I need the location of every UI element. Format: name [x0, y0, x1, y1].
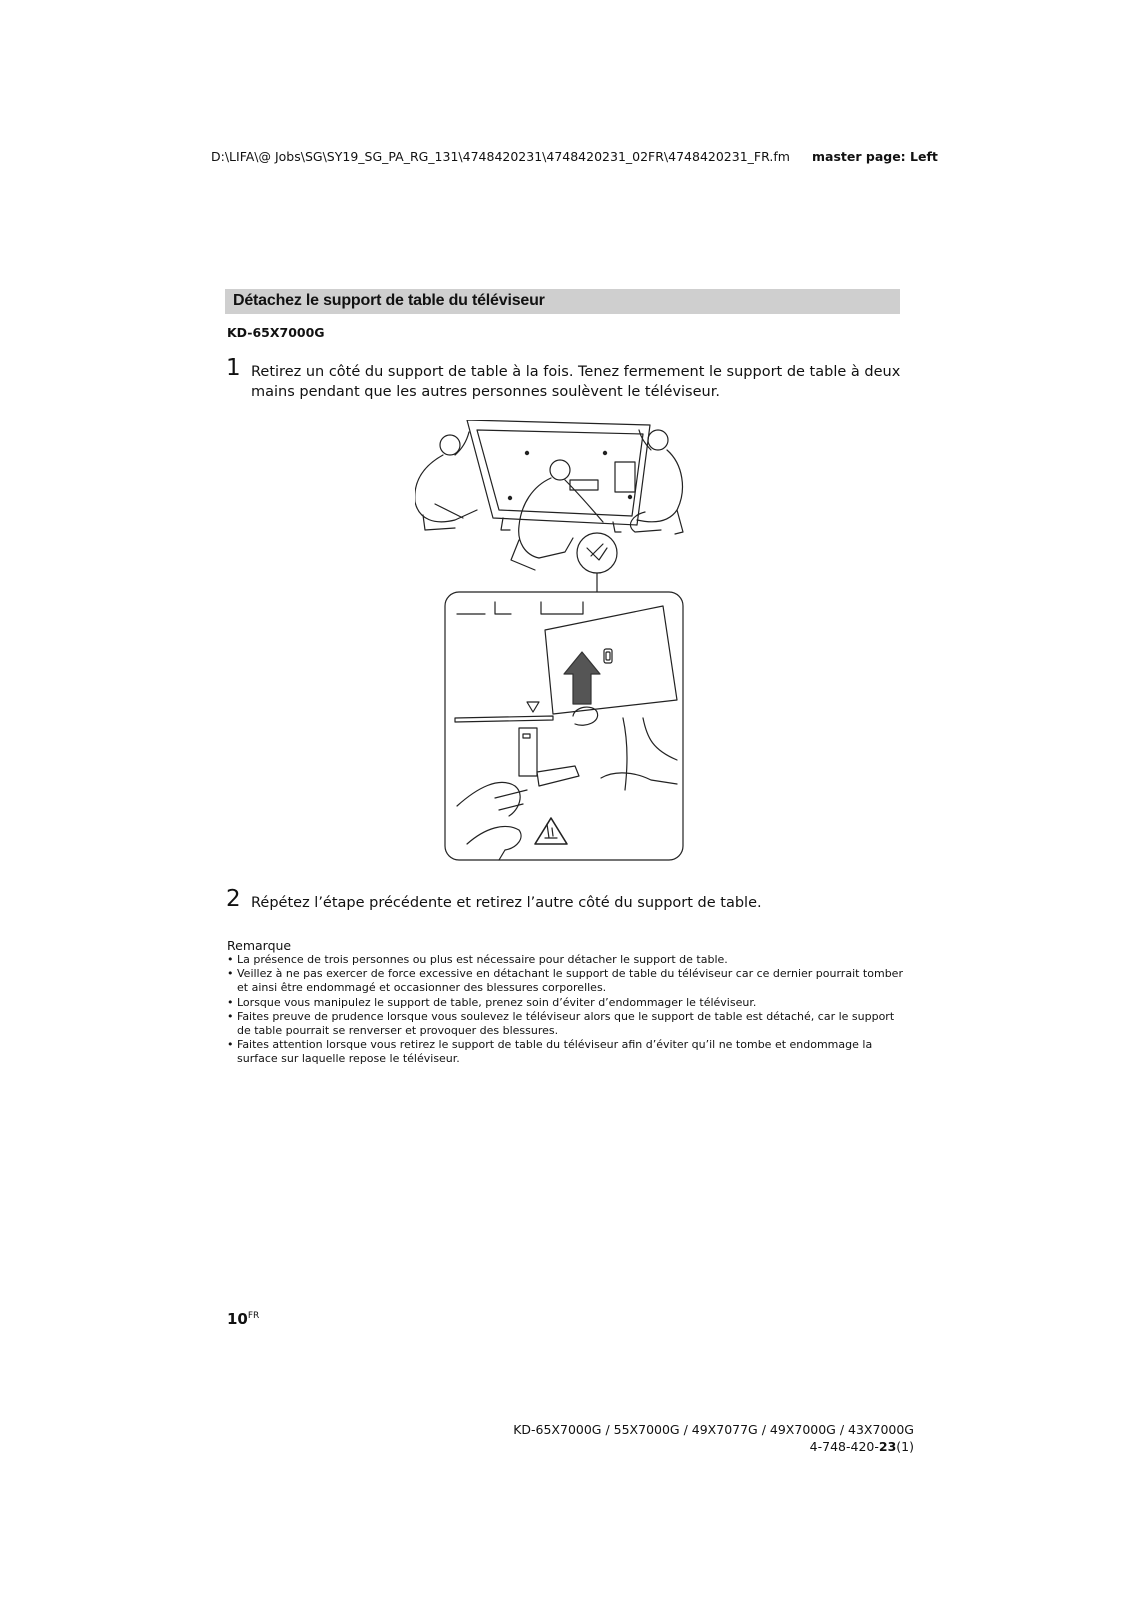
- page-number-lang: FR: [247, 1311, 260, 1321]
- footer-code-suffix: (1): [896, 1439, 914, 1454]
- section-title-bar: [225, 289, 900, 314]
- header-file-path: D:\LIFA\@ Jobs\SG\SY19_SG_PA_RG_131\4748420231\4748420231_02FR\4748420231_FR.fm: [211, 149, 790, 164]
- section-title: Détachez le support de table du téléviseur: [233, 292, 545, 309]
- footer-code-bold: 23: [878, 1439, 897, 1454]
- note-item: • Faites attention lorsque vous retirez le support de table du téléviseur afin d’éviter qu’il ne tombe et endommage la surface sur laquelle repose le téléviseur.: [227, 1038, 907, 1066]
- note-item: • Faites preuve de prudence lorsque vous soulevez le téléviseur alors que le support de table est détaché, car le support de table pourrait se renverser et provoquer des blessures.: [227, 1010, 907, 1038]
- stand-removal-illustration: [415, 420, 715, 890]
- step-1-number: 1: [226, 355, 241, 381]
- header-master-page: master page: Left: [812, 149, 938, 164]
- note-title: Remarque: [227, 938, 292, 953]
- page-number-value: 10: [227, 1310, 248, 1328]
- model-name: KD-65X7000G: [227, 325, 325, 340]
- note-item: • La présence de trois personnes ou plus est nécessaire pour détacher le support de table.: [227, 953, 907, 967]
- page-number: [227, 1310, 259, 1328]
- note-list: [227, 953, 907, 1067]
- step-2-text: Répétez l’étape précédente et retirez l’autre côté du support de table.: [251, 895, 762, 911]
- footer-code: [810, 1439, 914, 1454]
- note-item: • Lorsque vous manipulez le support de table, prenez soin d’éviter d’endommager le téléviseur.: [227, 996, 907, 1010]
- step-2-number: 2: [226, 886, 241, 912]
- step-1-text: Retirez un côté du support de table à la fois. Tenez fermement le support de table à deux mains pendant que les autres personnes soulèvent le téléviseur.: [251, 364, 901, 400]
- note-item: • Veillez à ne pas exercer de force excessive en détachant le support de table du téléviseur car ce dernier pourrait tomber et ainsi être endommagé et occasionner des blessures corporelles.: [227, 967, 907, 995]
- footer-models: KD-65X7000G / 55X7000G / 49X7077G / 49X7000G / 43X7000G: [513, 1422, 914, 1437]
- footer-code-prefix: 4-748-420-: [809, 1439, 879, 1454]
